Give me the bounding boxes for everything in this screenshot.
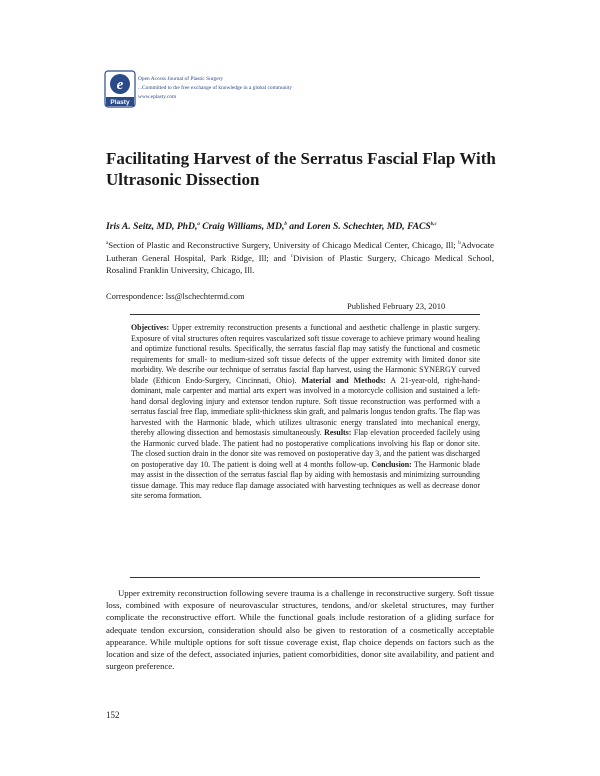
conclusion-label: Conclusion: [371, 459, 412, 469]
journal-name: Open Access Journal of Plastic Surgery [138, 76, 224, 82]
abstract [131, 323, 480, 502]
conclusion-text: The Harmonic blade may assist in the dissection of the serratus fascial flap by aiding with hemostasis and minimizing surrounding tissue damage. This may reduce flap damage associated with harvesting techniques as well as decrease donor site seroma formation. [131, 459, 480, 500]
journal-header [138, 75, 292, 102]
logo-letter: e [116, 77, 124, 93]
affil-c-marker: c [290, 253, 293, 259]
methods-text: A 21-year-old, right-hand-dominant, male carpenter and martial arts expert was involved in a motorcycle collision and sustained a left-hand dorsal degloving injury and extensor tendon rupture. Soft tissue reconstruction was performed with a serratus fascial free flap, immediate split-thickness skin graft, and palmaris longus tendon grafts. The flap was harvested with the Harmonic blade, which utilizes ultrasonic energy translated into mechanical energy, thereby allowing dissection and hemostasis simultaneously. [131, 375, 480, 437]
affil-c: Division of Plastic Surgery, Chicago Medical School, Rosalind Franklin University, Chicago, Ill. [106, 252, 494, 275]
objectives-label: Objectives: [131, 323, 170, 332]
correspondence: Correspondence: lss@lschechtermd.com [106, 291, 245, 301]
journal-url[interactable]: www.eplasty.com [138, 94, 177, 100]
author-3-affil: b,c [430, 221, 437, 227]
author-1-affil: a [197, 221, 200, 227]
affil-a-marker: a [106, 241, 109, 246]
objectives-text: Upper extremity reconstruction presents a functional and aesthetic challenge in plastic surgery. Exposure of vital structures often requires vascularized soft tissue coverage to achieve primary wound healing and optimize functional results. Specifically, the serratus fascial flap may satisfy the functional and cosmetic requirements for small- to medium-sized soft tissue defects of the upper extremity with limited donor site morbidity. We describe our technique of serratus fascial flap harvest, using the Harmonic SYNERGY curved blade (Ethicon Endo-Surgery, Cincinnati, Ohio). [131, 323, 480, 385]
eplasty-logo [104, 70, 136, 108]
author-list [106, 221, 437, 232]
journal-tagline: ...Committed to the free exchange of knowledge in a global community [138, 85, 293, 91]
author-3: and Loren S. Schechter, MD, FACS [289, 221, 431, 232]
affil-b-marker: b [458, 241, 461, 246]
results-label: Results: [324, 428, 352, 437]
abstract-bottom-rule [130, 577, 480, 578]
author-2: Craig Williams, MD, [202, 221, 285, 232]
published-date: Published February 23, 2010 [347, 301, 446, 311]
body-paragraph: Upper extremity reconstruction following severe trauma is a challenge in reconstructive surgery. Soft tissue loss, combined with exposure of neurovascular structures, tendons, and/or skeletal structures, may further complicate the reconstructive effort. While the functional goals include restoration of a gliding surface for adequate tendon excursion, consideration should also be given to restoration of a cosmetically acceptable appearance. While multiple options for soft tissue coverage exist, flap choice depends on factors such as the location and size of the defect, associated injuries, patient comorbidities, donor site availability, and patient and surgeon preference. [106, 588, 494, 672]
results-text: Flap elevation proceeded facilely using the Harmonic curved blade. The patient had no postoperative complications involving his flap or donor site. The closed suction drain in the donor site was removed on postoperative day 3, and the patient was discharged on postoperative day 10. The patient is doing well at 4 months follow-up. [131, 428, 481, 469]
page-number: 152 [106, 710, 120, 720]
affiliations [106, 238, 494, 276]
logo-word: Plasty [110, 99, 130, 106]
affil-a: Section of Plastic and Reconstructive Surgery, University of Chicago Medical Center, Chicago, Ill; [108, 239, 456, 250]
methods-label: Material and Methods: [301, 375, 386, 385]
article-title: Facilitating Harvest of the Serratus Fascial Flap With Ultrasonic Dissection [106, 149, 496, 189]
affil-b: Advocate Lutheran General Hospital, Park Ridge, Ill; and [106, 239, 495, 263]
body-text [106, 587, 494, 672]
abstract-top-rule [130, 314, 480, 315]
author-2-affil: b [284, 221, 287, 227]
author-1: Iris A. Seitz, MD, PhD, [106, 221, 198, 232]
